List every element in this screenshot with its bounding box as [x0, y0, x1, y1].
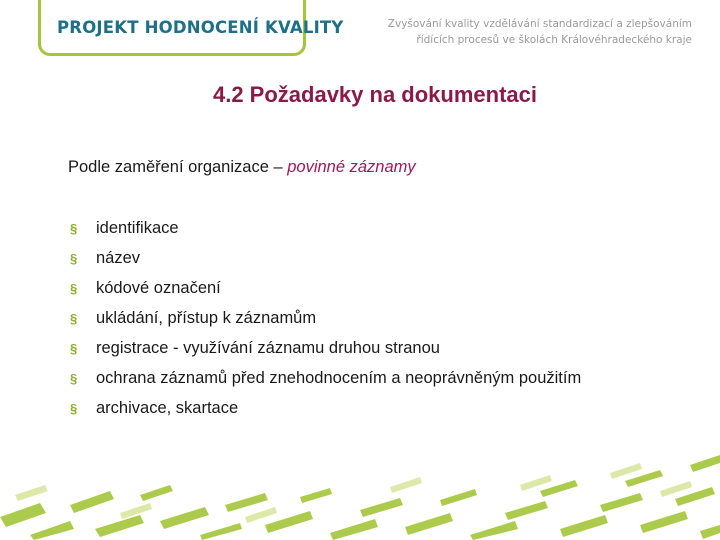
- project-tagline: [372, 16, 692, 48]
- list-item: § ochrana záznamů před znehodnocením a neoprávněným použitím: [70, 367, 640, 390]
- logo-text: PROJEKT HODNOCENÍ KVALITY: [57, 18, 344, 37]
- list-item: § ukládání, přístup k záznamům: [70, 307, 640, 330]
- intro-prefix: Podle zaměření organizace –: [68, 158, 288, 176]
- project-logo: [38, 0, 344, 56]
- bullet-icon: §: [70, 401, 78, 416]
- bullet-icon: §: [70, 281, 78, 296]
- requirements-list: [70, 217, 640, 427]
- decorative-stripes: [0, 455, 720, 540]
- bullet-icon: §: [70, 341, 78, 356]
- list-item: § název: [70, 247, 640, 270]
- list-item: § kódové označení: [70, 277, 640, 300]
- bullet-icon: §: [70, 311, 78, 326]
- bullet-icon: §: [70, 251, 78, 266]
- list-item: § registrace - využívání záznamu druhou stranou: [70, 337, 640, 360]
- tagline-line-2: řídících procesů ve školách Královéhradeckého kraje: [416, 34, 692, 46]
- list-item: § archivace, skartace: [70, 397, 640, 420]
- tagline-line-1: Zvyšování kvality vzdělávání standardizací a zlepšováním: [387, 18, 692, 30]
- intro-highlight: povinné záznamy: [287, 158, 416, 176]
- bullet-icon: §: [70, 371, 78, 386]
- bullet-icon: §: [70, 221, 78, 236]
- intro-line: [68, 158, 416, 177]
- list-item: § identifikace: [70, 217, 640, 240]
- slide-title: 4.2 Požadavky na dokumentaci: [212, 82, 538, 107]
